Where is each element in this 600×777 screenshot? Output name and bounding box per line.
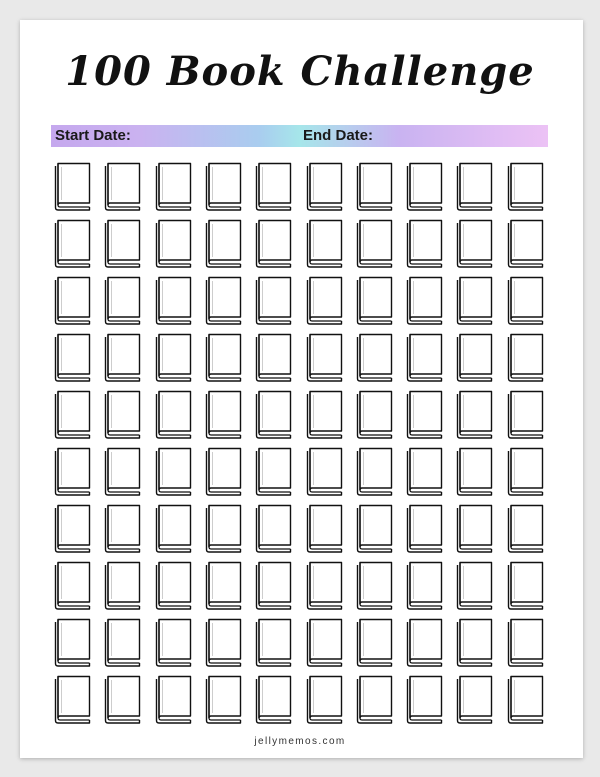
book-outline-icon [255, 219, 293, 269]
book-outline-icon [306, 219, 344, 269]
book-outline-icon [507, 333, 545, 383]
book-outline-icon [104, 219, 142, 269]
book-outline-icon [54, 447, 92, 497]
book-outline-icon [306, 162, 344, 212]
book-outline-icon [356, 219, 394, 269]
book-outline-icon [507, 219, 545, 269]
book-outline-icon [306, 447, 344, 497]
book-outline-icon [155, 618, 193, 668]
book-outline-icon [507, 618, 545, 668]
book-outline-icon [356, 333, 394, 383]
book-outline-icon [507, 390, 545, 440]
book-outline-icon [54, 219, 92, 269]
book-outline-icon [54, 618, 92, 668]
book-outline-icon [104, 276, 142, 326]
book-outline-icon [456, 333, 494, 383]
page-title: 100 Book Challenge [65, 48, 535, 95]
book-outline-icon [456, 561, 494, 611]
book-outline-icon [456, 219, 494, 269]
book-outline-icon [306, 675, 344, 725]
book-outline-icon [255, 504, 293, 554]
book-outline-icon [54, 333, 92, 383]
book-outline-icon [306, 504, 344, 554]
book-outline-icon [104, 618, 142, 668]
book-outline-icon [54, 390, 92, 440]
book-outline-icon [356, 561, 394, 611]
book-outline-icon [255, 561, 293, 611]
book-outline-icon [54, 561, 92, 611]
book-outline-icon [205, 390, 243, 440]
book-outline-icon [155, 219, 193, 269]
book-outline-icon [255, 390, 293, 440]
book-outline-icon [456, 675, 494, 725]
start-date-label: Start Date: [55, 127, 131, 144]
book-outline-icon [255, 675, 293, 725]
book-outline-icon [507, 276, 545, 326]
book-outline-icon [406, 333, 444, 383]
book-outline-icon [255, 276, 293, 326]
book-outline-icon [54, 675, 92, 725]
book-outline-icon [356, 162, 394, 212]
book-tracker-grid [54, 162, 550, 724]
book-outline-icon [456, 504, 494, 554]
book-outline-icon [507, 561, 545, 611]
book-outline-icon [507, 447, 545, 497]
book-outline-icon [54, 162, 92, 212]
book-outline-icon [255, 162, 293, 212]
book-outline-icon [155, 333, 193, 383]
book-outline-icon [356, 447, 394, 497]
book-outline-icon [255, 333, 293, 383]
book-outline-icon [205, 162, 243, 212]
book-outline-icon [306, 276, 344, 326]
book-outline-icon [406, 618, 444, 668]
book-outline-icon [255, 618, 293, 668]
book-outline-icon [406, 504, 444, 554]
footer-website: jellymemos.com [254, 736, 346, 747]
book-outline-icon [456, 276, 494, 326]
book-outline-icon [406, 219, 444, 269]
book-outline-icon [356, 618, 394, 668]
book-outline-icon [306, 561, 344, 611]
book-outline-icon [507, 504, 545, 554]
book-outline-icon [205, 504, 243, 554]
book-outline-icon [507, 162, 545, 212]
book-outline-icon [456, 162, 494, 212]
book-outline-icon [205, 618, 243, 668]
book-outline-icon [155, 447, 193, 497]
book-outline-icon [306, 618, 344, 668]
book-outline-icon [205, 675, 243, 725]
book-outline-icon [155, 276, 193, 326]
book-outline-icon [155, 561, 193, 611]
book-outline-icon [406, 561, 444, 611]
book-outline-icon [205, 333, 243, 383]
book-outline-icon [155, 390, 193, 440]
date-bar [51, 125, 548, 147]
book-outline-icon [104, 561, 142, 611]
book-outline-icon [406, 162, 444, 212]
book-outline-icon [507, 675, 545, 725]
book-outline-icon [306, 390, 344, 440]
book-outline-icon [406, 675, 444, 725]
book-outline-icon [205, 276, 243, 326]
book-outline-icon [306, 333, 344, 383]
book-outline-icon [456, 618, 494, 668]
book-outline-icon [456, 447, 494, 497]
book-outline-icon [104, 390, 142, 440]
book-outline-icon [155, 675, 193, 725]
book-outline-icon [104, 504, 142, 554]
book-outline-icon [155, 162, 193, 212]
end-date-label: End Date: [303, 127, 374, 144]
book-outline-icon [406, 447, 444, 497]
book-outline-icon [104, 333, 142, 383]
book-outline-icon [356, 276, 394, 326]
book-outline-icon [205, 219, 243, 269]
book-outline-icon [155, 504, 193, 554]
book-outline-icon [54, 276, 92, 326]
book-outline-icon [104, 447, 142, 497]
book-outline-icon [406, 390, 444, 440]
book-outline-icon [255, 447, 293, 497]
book-outline-icon [205, 447, 243, 497]
book-outline-icon [406, 276, 444, 326]
book-outline-icon [104, 162, 142, 212]
book-outline-icon [356, 390, 394, 440]
book-outline-icon [456, 390, 494, 440]
book-outline-icon [356, 675, 394, 725]
book-outline-icon [356, 504, 394, 554]
book-outline-icon [54, 504, 92, 554]
book-outline-icon [104, 675, 142, 725]
book-outline-icon [205, 561, 243, 611]
